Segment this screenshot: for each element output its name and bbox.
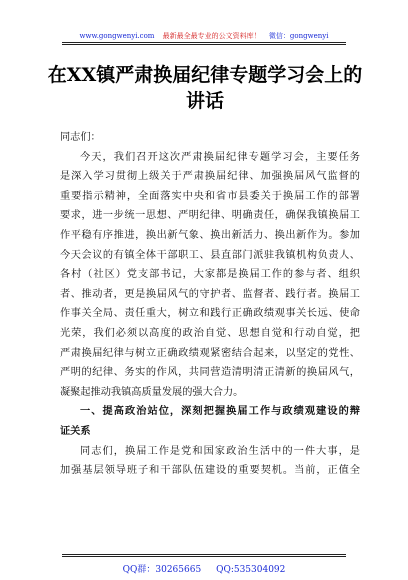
body-line: 是深入学习贯彻上级关于严肃换届纪律、加强换届风气监督的 <box>60 171 360 183</box>
body-line: 重要指示精神，全面落实中央和省市县委关于换届工作的部署 <box>60 190 360 202</box>
body-line: 作平稳有序推进，换出新气象、换出新活力、换出新作为。参加 <box>60 229 360 241</box>
body-line: 加强基层领导班子和干部队伍建设的重要契机。当前，正值全 <box>60 465 360 477</box>
document-body <box>60 128 360 481</box>
body-line: 作事关全局、责任重大，树立和践行正确政绩观事关长远、使命 <box>60 308 360 320</box>
document-title: 在XX镇严肃换届纪律专题学习会上的讲话 <box>47 64 363 112</box>
header-rule-top <box>62 42 346 43</box>
footer-qq-contact: QQ:535304092 <box>216 565 286 575</box>
footer-qq-group: QQ群：30265665 <box>122 565 202 575</box>
body-line: 今天会议的有镇全体干部职工、县直部门派驻我镇机构负责人、 <box>60 249 360 261</box>
body-line: 同志们，换届工作是党和国家政治生活中的一件大事，是 <box>80 445 360 457</box>
body-line: 光荣，我们必须以高度的政治自觉、思想自觉和行动自觉，把 <box>60 327 360 339</box>
body-line: 凝聚起推动我镇高质量发展的强大合力。 <box>60 386 244 398</box>
body-line: 严肃换届纪律与树立正确政绩观紧密结合起来，以坚定的党性、 <box>60 347 360 359</box>
body-line: 严明的纪律、务实的作风，共同营造清明清正清新的换届风气， <box>60 367 360 379</box>
page-header <box>0 31 408 41</box>
footer-rule-top <box>62 554 346 555</box>
body-line: 今天，我们召开这次严肃换届纪律专题学习会，主要任务 <box>80 151 360 163</box>
body-line: 要求，进一步统一思想、严明纪律、明确责任，确保我镇换届工 <box>60 210 360 222</box>
section-heading: 一、提高政治站位，深刻把握换届工作与政绩观建设的辩 <box>80 405 360 418</box>
header-site-link[interactable]: www.gongwenyi.com <box>79 32 155 40</box>
footer-rule-bottom <box>62 556 346 557</box>
header-wechat: 微信：gongwenyi <box>268 32 329 40</box>
section-heading-cont: 证关系 <box>60 424 91 437</box>
header-tagline: 最新最全最专业的公文资料库！ <box>162 32 261 40</box>
page-footer <box>0 562 408 575</box>
salutation-line: 同志们： <box>60 132 101 143</box>
header-rule-bottom <box>62 44 346 45</box>
body-line: 者、推动者，更是换届风气的守护者、监督者、践行者。换届工 <box>60 288 360 300</box>
body-line: 各村（社区）党支部书记，大家都是换届工作的参与者、组织 <box>60 269 360 281</box>
